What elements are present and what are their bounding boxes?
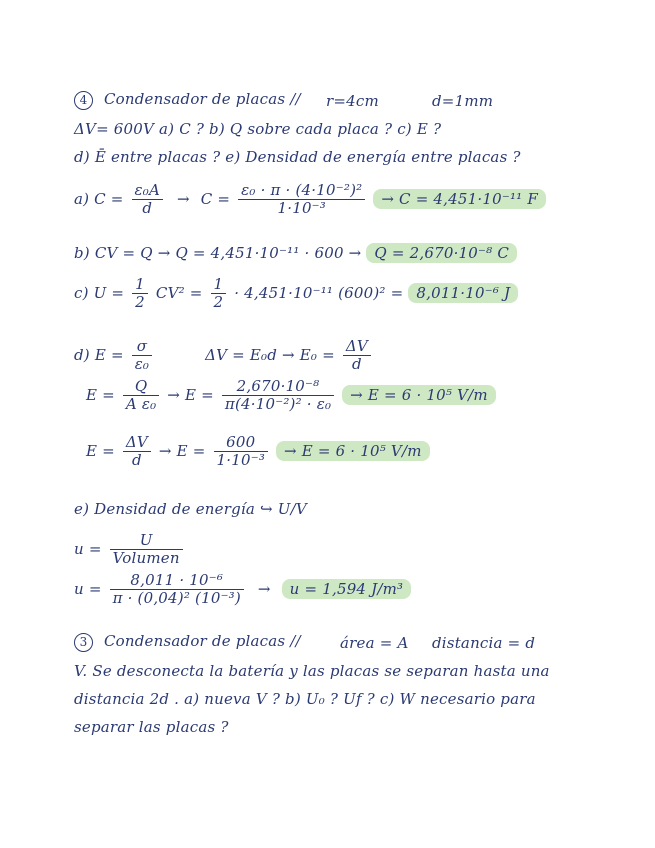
problem-number-badge: 4 bbox=[74, 91, 93, 110]
energy-density-calc bbox=[74, 572, 411, 608]
energy-density-lhs: u = bbox=[74, 539, 102, 558]
problem-4-header bbox=[74, 90, 301, 110]
part-c-line bbox=[74, 276, 518, 312]
problem-3-distance: distancia = d bbox=[432, 634, 536, 652]
highlighted-result: → E = 6 · 10⁵ V/m bbox=[276, 441, 430, 461]
problem-3-line-2: V. Se desconecta la batería y las placas se separan hasta una bbox=[74, 662, 550, 680]
fraction-numerator: σ bbox=[132, 338, 152, 356]
fraction-field-values bbox=[222, 378, 334, 414]
arrow: → bbox=[257, 579, 271, 598]
energy-density-def bbox=[74, 532, 186, 568]
fraction-denominator: d bbox=[131, 451, 142, 470]
fraction-numerator: 2,670·10⁻⁸ bbox=[222, 378, 334, 396]
part-c-mid: CV² = bbox=[155, 283, 203, 302]
problem-4-line-2: ΔV= 600V a) C ? b) Q sobre cada placa ? c) E ? bbox=[74, 120, 442, 138]
fraction-dv-d bbox=[123, 434, 151, 470]
part-a-mid-lhs: C = bbox=[200, 189, 231, 208]
problem-title: Condensador de placas // bbox=[103, 90, 301, 108]
part-b-text: b) CV = Q → Q = 4,451·10⁻¹¹ · 600 → bbox=[74, 244, 362, 262]
part-b-line bbox=[74, 244, 517, 262]
fraction-field-values bbox=[214, 434, 269, 470]
fraction-numerator: U bbox=[110, 532, 183, 550]
part-a-lhs: a) C = bbox=[74, 189, 124, 208]
problem-4-line-3: d) Ē entre placas ? e) Densidad de energía entre placas ? bbox=[74, 148, 521, 166]
fraction-numerator: ΔV bbox=[343, 338, 371, 356]
fraction-denominator: 1·10⁻³ bbox=[216, 451, 266, 470]
problem-3-line-4: separar las placas ? bbox=[74, 718, 229, 736]
fraction-numerator: 8,011 · 10⁻⁶ bbox=[110, 572, 244, 590]
energy-density-lhs: u = bbox=[74, 579, 102, 598]
fraction-sigma-eps bbox=[132, 338, 152, 374]
fraction-numerator: 1 bbox=[211, 276, 227, 294]
radius-value: r=4cm bbox=[326, 92, 379, 110]
highlighted-result: → E = 6 · 10⁵ V/m bbox=[342, 385, 496, 405]
highlighted-result: 8,011·10⁻⁶ J bbox=[408, 283, 518, 303]
field-mid: → E = bbox=[158, 441, 206, 460]
field-mid: → E = bbox=[167, 385, 214, 404]
fraction-dv-d bbox=[343, 338, 371, 374]
problem-3-title: Condensador de placas // bbox=[103, 632, 301, 650]
field-from-voltage-line bbox=[86, 434, 430, 470]
fraction-capacitance bbox=[132, 182, 164, 218]
field-from-charge-line bbox=[86, 378, 496, 414]
part-c-rest: · 4,451·10⁻¹¹ (600)² = bbox=[234, 283, 404, 302]
part-e-title: e) Densidad de energía ↪ U/V bbox=[74, 500, 307, 518]
part-d-mid: ΔV = E₀d → E₀ = bbox=[205, 345, 335, 364]
fraction-numerator: ε₀ · π · (4·10⁻²)² bbox=[238, 182, 365, 200]
fraction-denominator: d bbox=[142, 199, 153, 218]
highlighted-result: u = 1,594 J/m³ bbox=[282, 579, 412, 599]
fraction-numerator: ε₀A bbox=[132, 182, 164, 200]
fraction-q-aeps bbox=[123, 378, 159, 414]
problem-number-badge: 3 bbox=[74, 633, 93, 652]
fraction-denominator: 1·10⁻³ bbox=[277, 199, 327, 218]
part-d-lhs: d) E = bbox=[74, 345, 124, 364]
fraction-energy-values bbox=[110, 572, 244, 608]
fraction-denominator: 2 bbox=[135, 293, 145, 312]
fraction-denominator: A ε₀ bbox=[125, 395, 157, 414]
fraction-numerator: 1 bbox=[132, 276, 148, 294]
highlighted-result: → C = 4,451·10⁻¹¹ F bbox=[373, 189, 546, 209]
highlighted-result: Q = 2,670·10⁻⁸ C bbox=[366, 243, 517, 263]
arrow: → bbox=[177, 189, 190, 208]
fraction-denominator: ε₀ bbox=[134, 355, 150, 374]
field-lhs: E = bbox=[86, 385, 115, 404]
fraction-denominator: π · (0,04)² (10⁻³) bbox=[112, 589, 241, 608]
problem-3-area: área = A bbox=[340, 634, 409, 652]
fraction-capacitance-values bbox=[238, 182, 365, 218]
fraction-half bbox=[132, 276, 148, 312]
fraction-numerator: 600 bbox=[214, 434, 269, 452]
fraction-denominator: π(4·10⁻²)² · ε₀ bbox=[224, 395, 332, 414]
field-lhs: E = bbox=[86, 441, 115, 460]
fraction-u-volume bbox=[110, 532, 183, 568]
distance-value: d=1mm bbox=[432, 92, 494, 110]
fraction-numerator: ΔV bbox=[123, 434, 151, 452]
fraction-denominator: d bbox=[351, 355, 362, 374]
fraction-half bbox=[211, 276, 227, 312]
part-a-line bbox=[74, 182, 546, 218]
part-c-lhs: c) U = bbox=[74, 283, 125, 302]
part-d-line bbox=[74, 338, 374, 374]
fraction-numerator: Q bbox=[123, 378, 159, 396]
fraction-denominator: Volumen bbox=[112, 549, 180, 568]
problem-3-header bbox=[74, 632, 301, 652]
fraction-denominator: 2 bbox=[213, 293, 224, 312]
problem-3-line-3: distancia 2d . a) nueva V ? b) U₀ ? Uf ? c) W necesario para bbox=[74, 690, 536, 708]
